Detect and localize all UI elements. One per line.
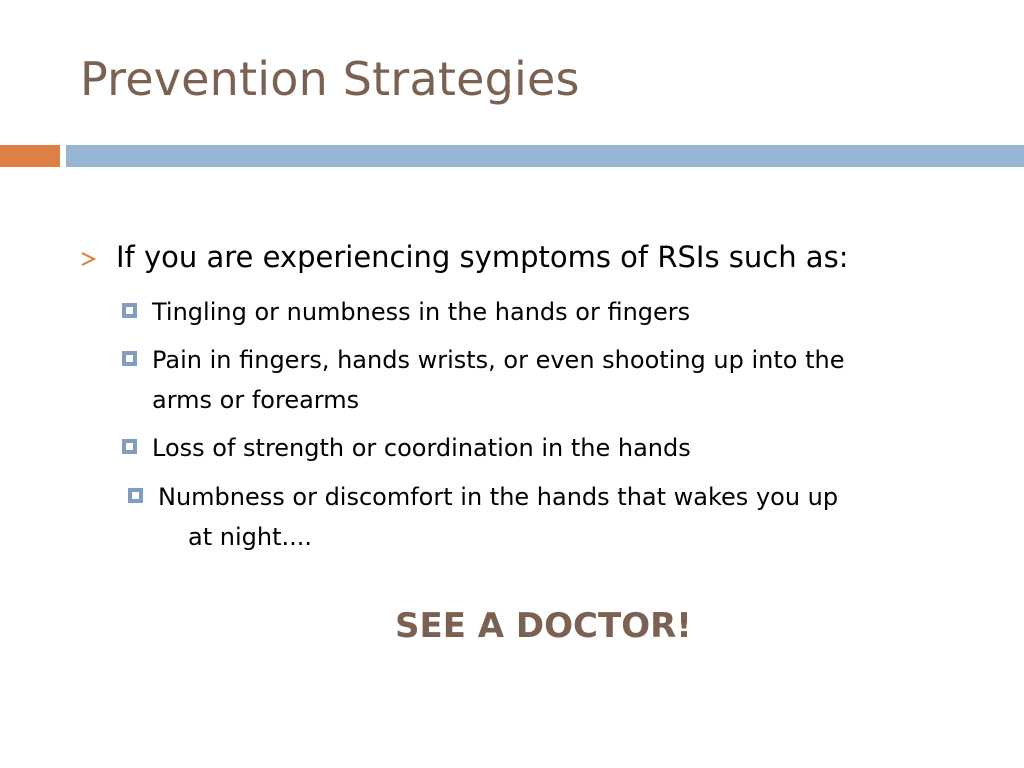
main-bullet-text: If you are experiencing symptoms of RSIs such as: [116,240,849,274]
sub-bullet-text: Tingling or numbness in the hands or fingers [152,298,691,326]
square-bullet-icon [128,488,143,503]
slide-title: Prevention Strategies [80,52,580,106]
square-bullet-icon [122,351,137,366]
sub-bullet-text: Loss of strength or coordination in the hands [152,434,691,462]
sub-bullet-text: Pain in fingers, hands wrists, or even shooting up into the [152,346,845,374]
square-bullet-icon [122,439,137,454]
sub-bullet-text-continued: at night.... [188,523,312,551]
sub-bullet-text: Numbness or discomfort in the hands that wakes you up [158,483,839,511]
arrow-bullet-icon [80,252,96,266]
callout-see-a-doctor: SEE A DOCTOR! [395,606,692,646]
square-bullet-icon [122,303,137,318]
accent-bar-blue [66,145,1024,167]
sub-bullet-text-continued: arms or forearms [152,386,360,414]
accent-bar-orange [0,145,60,167]
